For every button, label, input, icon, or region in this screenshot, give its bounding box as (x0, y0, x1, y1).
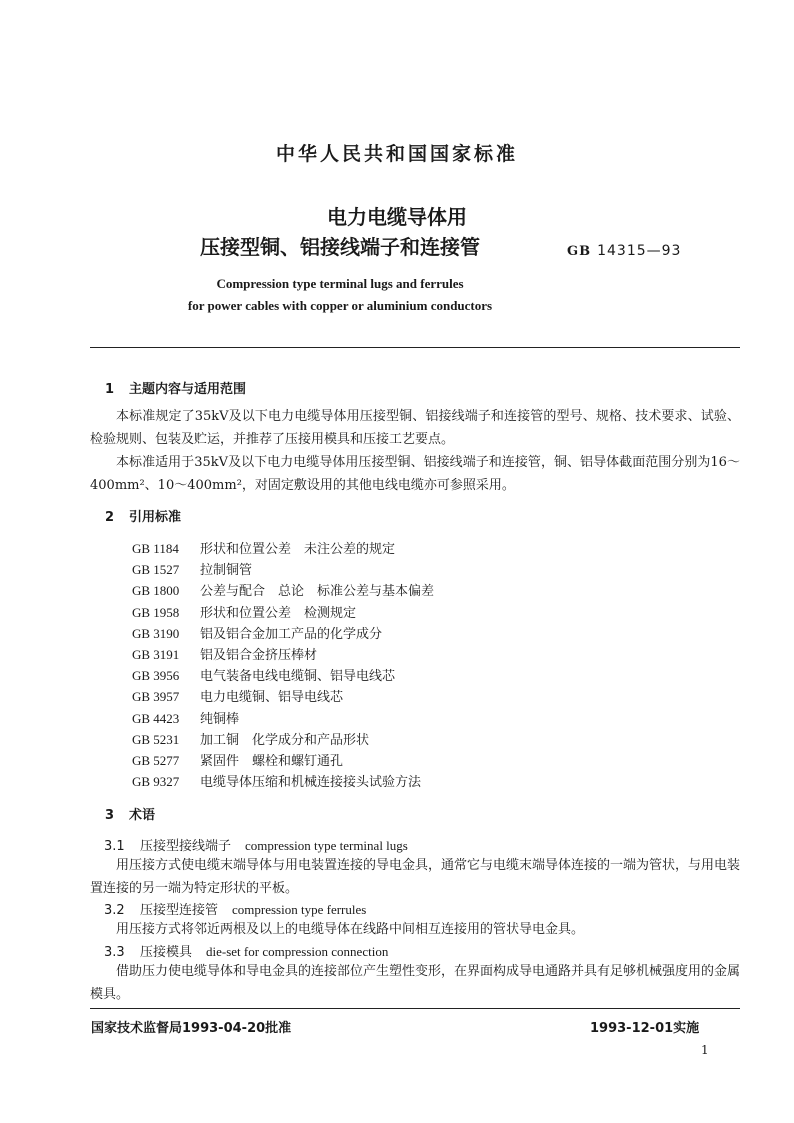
implementation-date: 1993-12-01实施 (590, 1021, 700, 1036)
english-title-line1: Compression type terminal lugs and ferrules (216, 276, 464, 291)
list-item (132, 750, 434, 771)
national-standard-heading: 中华人民共和国国家标准 (275, 143, 518, 165)
ref-title: 纯铜棒 (200, 711, 240, 727)
ref-title: 紧固件 螺栓和螺钉通孔 (200, 753, 344, 769)
footer-divider (90, 1008, 740, 1009)
term-cn: 压接型连接管 (140, 903, 219, 918)
list-item (132, 771, 434, 792)
ref-title: 铝及铝合金加工产品的化学成分 (200, 626, 383, 642)
ref-code: GB 3190 (132, 625, 180, 641)
list-item (132, 729, 434, 750)
list-item (132, 623, 434, 644)
ref-code: GB 4423 (132, 710, 180, 726)
ref-title: 公差与配合 总论 标准公差与基本偏差 (200, 584, 435, 600)
list-item (132, 644, 434, 665)
section-1-number: 1 (105, 382, 115, 397)
section-3-number: 3 (105, 808, 115, 823)
standard-number (567, 243, 681, 259)
list-item (132, 708, 434, 729)
ref-title: 加工铜 化学成分和产品形状 (200, 732, 370, 748)
term-en: die-set for compression connection (206, 944, 389, 959)
section-1-paragraph-2: 本标准适用于35kV及以下电力电缆导体用压接型铜、铝接线端子和连接管，铜、铝导体截面范围分别为16～400mm²、10～400mm²，对固定敷设用的其他电线电缆亦可参照采用。 (90, 455, 740, 493)
ref-title: 电力电缆铜、铝导电线芯 (200, 690, 344, 706)
ref-code: GB 5277 (132, 752, 180, 768)
header-divider (90, 347, 740, 348)
section-1-title: 主题内容与适用范围 (129, 382, 247, 397)
ref-code: GB 3957 (132, 689, 180, 705)
list-item (132, 580, 434, 601)
section-1-paragraph-1: 本标准规定了35kV及以下电力电缆导体用压接型铜、铝接线端子和连接管的型号、规格、技术要求、试验、检验规则、包装及贮运，并推荐了压接用模具和压接工艺要点。 (90, 409, 740, 447)
term-number: 3.2 (104, 903, 125, 918)
standard-prefix: GB (567, 244, 592, 259)
ref-code: GB 9327 (132, 774, 180, 790)
term-3-1-definition: 用压接方式使电缆末端导体与用电装置连接的导电金具，通常它与电缆末端导体连接的一端为管状，与用电装置连接的另一端为特定形状的平板。 (90, 858, 741, 896)
term-3-3-definition: 借助压力使电缆导体和导电金具的连接部位产生塑性变形，在界面构成导电通路并具有足够机械强度用的金属模具。 (90, 964, 741, 1002)
ref-code: GB 1184 (132, 541, 179, 556)
ref-title: 形状和位置公差 未注公差的规定 (200, 542, 396, 557)
term-3-1-heading (104, 835, 408, 854)
ref-code: GB 3956 (132, 668, 180, 684)
list-item (132, 538, 434, 559)
term-number: 3.1 (104, 839, 125, 854)
term-cn: 压接模具 (140, 945, 193, 960)
term-3-3-heading (104, 941, 388, 960)
document-title-line2: 压接型铜、铝接线端子和连接管 (200, 235, 480, 259)
list-item (132, 686, 434, 707)
section-2-heading (105, 506, 181, 525)
list-item (132, 602, 434, 623)
section-3-heading (105, 804, 155, 823)
section-1-heading (105, 378, 246, 397)
term-3-2-definition: 用压接方式将邻近两根及以上的电缆导体在线路中间相互连接用的管状导电金具。 (116, 922, 585, 937)
english-title-line2: for power cables with copper or aluminium conductors (187, 298, 493, 313)
ref-code: GB 5231 (132, 731, 180, 747)
ref-code: GB 3191 (132, 646, 180, 662)
ref-title: 拉制铜管 (200, 563, 253, 579)
document-title-line1: 电力电缆导体用 (327, 205, 467, 229)
ref-code: GB 1800 (132, 583, 180, 599)
standard-code: 14315—93 (597, 243, 682, 259)
ref-title: 电气装备电线电缆铜、铝导电线芯 (200, 669, 396, 685)
list-item (132, 665, 434, 686)
term-en: compression type ferrules (232, 902, 367, 917)
referenced-standards-list (132, 538, 434, 792)
ref-title: 电缆导体压缩和机械连接接头试验方法 (200, 775, 422, 791)
term-3-2-heading (104, 899, 366, 918)
ref-title: 形状和位置公差 检测规定 (200, 605, 357, 621)
term-number: 3.3 (104, 945, 125, 960)
ref-code: GB 1527 (132, 562, 180, 578)
approval-statement: 国家技术监督局1993-04-20批准 (91, 1021, 292, 1036)
ref-title: 铝及铝合金挤压棒材 (200, 647, 318, 663)
section-2-number: 2 (105, 510, 115, 525)
section-2-title: 引用标准 (129, 510, 182, 525)
list-item (132, 559, 434, 580)
page-number: 1 (701, 1043, 709, 1057)
section-3-title: 术语 (129, 808, 156, 823)
ref-code: GB 1958 (132, 604, 180, 620)
term-cn: 压接型接线端子 (140, 839, 232, 854)
term-en: compression type terminal lugs (245, 838, 408, 853)
